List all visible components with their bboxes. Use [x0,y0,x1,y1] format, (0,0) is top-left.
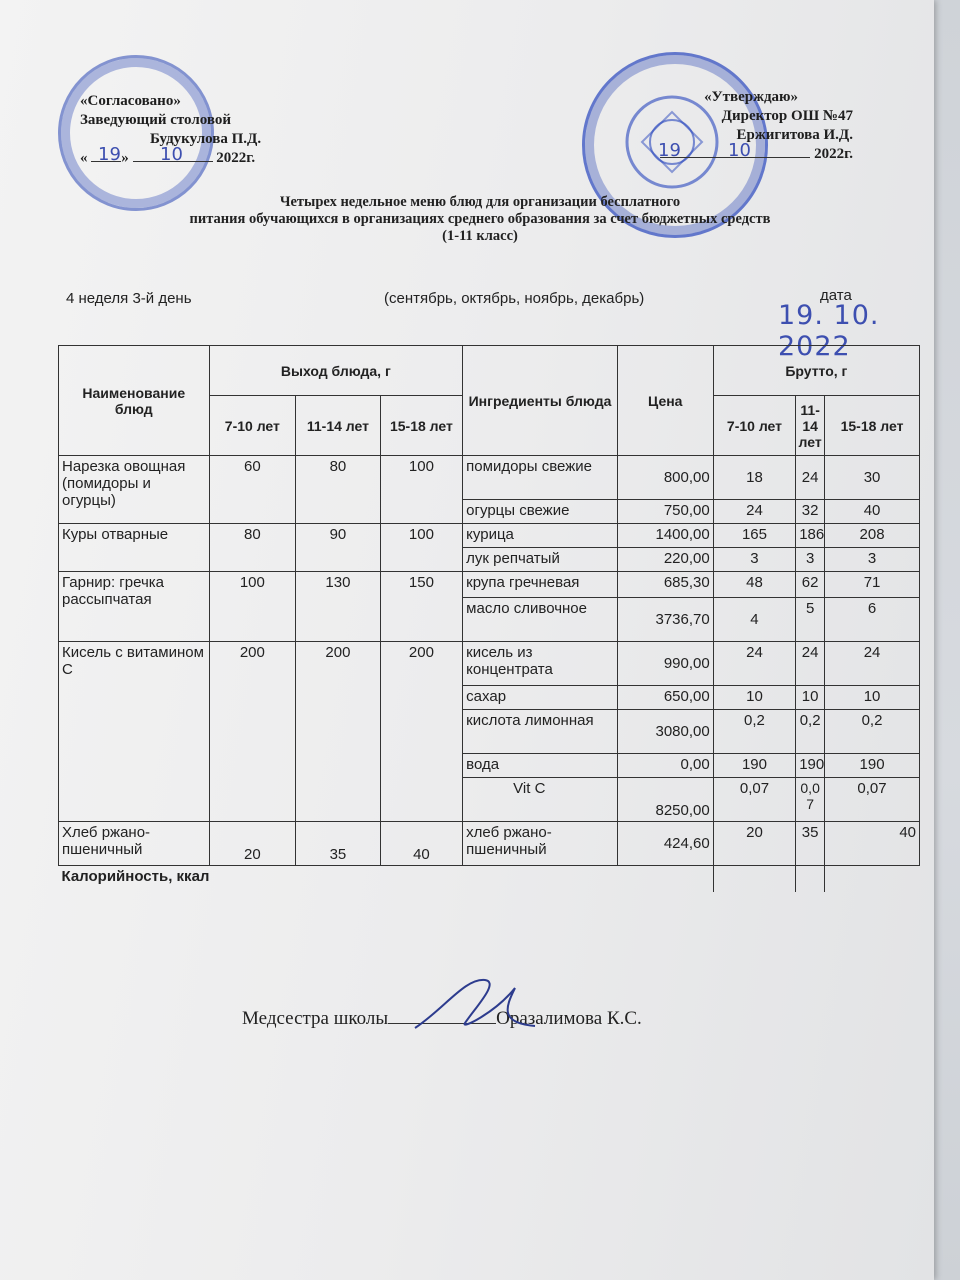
approved-name: Ержигитова И.Д. [736,127,853,143]
brutto-15-18: 3 [825,548,920,572]
approved-position: Директор ОШ №47 [721,108,853,124]
brutto-7-10: 4 [713,598,795,642]
header-brutto: Брутто, г [713,346,919,396]
header-brutto-age-7-10: 7-10 лет [713,396,795,456]
brutto-15-18: 71 [825,572,920,598]
output-7-10: 100 [209,572,296,642]
brutto-7-10: 0,07 [713,778,795,822]
title-line-1: Четырех недельное меню блюд для организации бесплатного [279,194,681,210]
brutto-7-10: 18 [713,456,795,500]
ingredient-price: 0,00 [617,754,713,778]
document-title [80,194,880,245]
ingredient-name: Vit C [463,778,618,822]
brutto-11-14: 24 [796,456,825,500]
header-brutto-age-15-18: 15-18 лет [825,396,920,456]
brutto-11-14: 3 [796,548,825,572]
ingredient-price: 650,00 [617,686,713,710]
agreed-hand-month: 10 [160,144,183,165]
output-11-14: 35 [296,822,381,866]
brutto-7-10: 10 [713,686,795,710]
table-row [59,572,920,598]
brutto-11-14: 10 [796,686,825,710]
dish-name: Гарнир: гречка рассыпчатая [59,572,210,642]
agreed-position: Заведующий столовой [80,112,232,128]
output-11-14: 200 [296,642,381,822]
header-price: Цена [617,346,713,456]
ingredient-price: 800,00 [617,456,713,500]
menu-table [58,345,920,892]
approved-hand-day: 19 [658,140,681,161]
title-line-3: (1-11 класс) [442,228,518,244]
calories-7-10 [713,866,795,892]
calories-label: Калорийность, ккал [59,866,714,892]
brutto-7-10: 190 [713,754,795,778]
nurse-label: Медсестра школы [242,1008,389,1029]
agreed-name: Будукулова П.Д. [150,131,262,147]
date-label: дата [820,287,852,304]
ingredient-price: 685,30 [617,572,713,598]
output-7-10: 20 [209,822,296,866]
ingredient-name: масло сливочное [463,598,618,642]
approved-hand-month: 10 [728,140,751,161]
ingredient-name: помидоры свежие [463,456,618,500]
ingredient-price: 424,60 [617,822,713,866]
brutto-11-14: 0,2 [796,710,825,754]
ingredient-name: вода [463,754,618,778]
brutto-11-14: 62 [796,572,825,598]
brutto-15-18: 0,2 [825,710,920,754]
brutto-15-18: 10 [825,686,920,710]
brutto-7-10: 24 [713,642,795,686]
brutto-7-10: 165 [713,524,795,548]
output-15-18: 150 [380,572,462,642]
output-11-14: 80 [296,456,381,524]
nurse-name: Оразалимова К.С. [496,1008,642,1029]
ingredient-name: крупа гречневая [463,572,618,598]
brutto-11-14: 186 [796,524,825,548]
brutto-7-10: 20 [713,822,795,866]
ingredient-name: сахар [463,686,618,710]
brutto-11-14: 32 [796,500,825,524]
agreed-title: «Согласовано» [80,93,181,109]
brutto-7-10: 24 [713,500,795,524]
header-output: Выход блюда, г [209,346,463,396]
calories-11-14 [796,866,825,892]
brutto-15-18: 30 [825,456,920,500]
ingredient-name: кисель из концентрата [463,642,618,686]
brutto-15-18: 208 [825,524,920,548]
table-row [59,456,920,500]
approved-title: «Утверждаю» [704,89,798,105]
dish-name: Хлеб ржано-пшеничный [59,822,210,866]
brutto-7-10: 48 [713,572,795,598]
agreed-quote: « [80,150,88,166]
agreed-block: «Согласовано» Заведующий столовой Будукулова П.Д. « » 2022г. 19 10 [80,93,262,166]
ingredient-name: хлеб ржано-пшеничный [463,822,618,866]
table-row [59,866,920,892]
output-11-14: 90 [296,524,381,572]
header-output-age-15-18: 15-18 лет [380,396,462,456]
agreed-date-suffix: 2022г. [216,150,256,166]
output-7-10: 60 [209,456,296,524]
header-output-age-11-14: 11-14 лет [296,396,381,456]
signature-icon [405,968,545,1038]
ingredient-name: курица [463,524,618,548]
brutto-15-18: 24 [825,642,920,686]
brutto-15-18: 190 [825,754,920,778]
ingredient-price: 8250,00 [617,778,713,822]
brutto-15-18: 0,07 [825,778,920,822]
brutto-11-14: 190 [796,754,825,778]
dish-name: Кисель с витамином С [59,642,210,822]
week-day-label: 4 неделя 3-й день [66,290,192,307]
header-dish-name: Наименование блюд [59,346,210,456]
brutto-11-14: 0,0 7 [796,778,825,822]
ingredient-price: 3080,00 [617,710,713,754]
output-7-10: 200 [209,642,296,822]
output-7-10: 80 [209,524,296,572]
table-row [59,822,920,866]
dish-name: Нарезка овощная (помидоры и огурцы) [59,456,210,524]
brutto-11-14: 24 [796,642,825,686]
ingredient-price: 990,00 [617,642,713,686]
output-15-18: 100 [380,524,462,572]
output-15-18: 40 [380,822,462,866]
header-output-age-7-10: 7-10 лет [209,396,296,456]
dish-name: Куры отварные [59,524,210,572]
brutto-15-18: 40 [825,822,920,866]
brutto-11-14: 5 [796,598,825,642]
output-15-18: 200 [380,642,462,822]
title-line-2: питания обучающихся в организациях среднего образования за счет бюджетных средств [189,211,771,227]
approved-block [608,88,853,164]
output-11-14: 130 [296,572,381,642]
ingredient-name: лук репчатый [463,548,618,572]
brutto-11-14: 35 [796,822,825,866]
agreed-hand-day: 19 [98,144,121,165]
header-ingredients: Ингредиенты блюда [463,346,618,456]
ingredient-price: 3736,70 [617,598,713,642]
ingredient-price: 1400,00 [617,524,713,548]
ingredient-name: огурцы свежие [463,500,618,524]
months-label: (сентябрь, октябрь, ноябрь, декабрь) [384,290,645,307]
output-15-18: 100 [380,456,462,524]
brutto-7-10: 0,2 [713,710,795,754]
table-row [59,524,920,548]
header-brutto-age-11-14: 11- 14 лет [796,396,825,456]
handwritten-date: 19. 10. 2022 [778,300,880,362]
brutto-7-10: 3 [713,548,795,572]
approved-date-suffix: 2022г. [814,146,853,162]
ingredient-name: кислота лимонная [463,710,618,754]
table-row [59,642,920,686]
ingredient-price: 220,00 [617,548,713,572]
ingredient-price: 750,00 [617,500,713,524]
brutto-15-18: 6 [825,598,920,642]
calories-15-18 [825,866,920,892]
brutto-15-18: 40 [825,500,920,524]
